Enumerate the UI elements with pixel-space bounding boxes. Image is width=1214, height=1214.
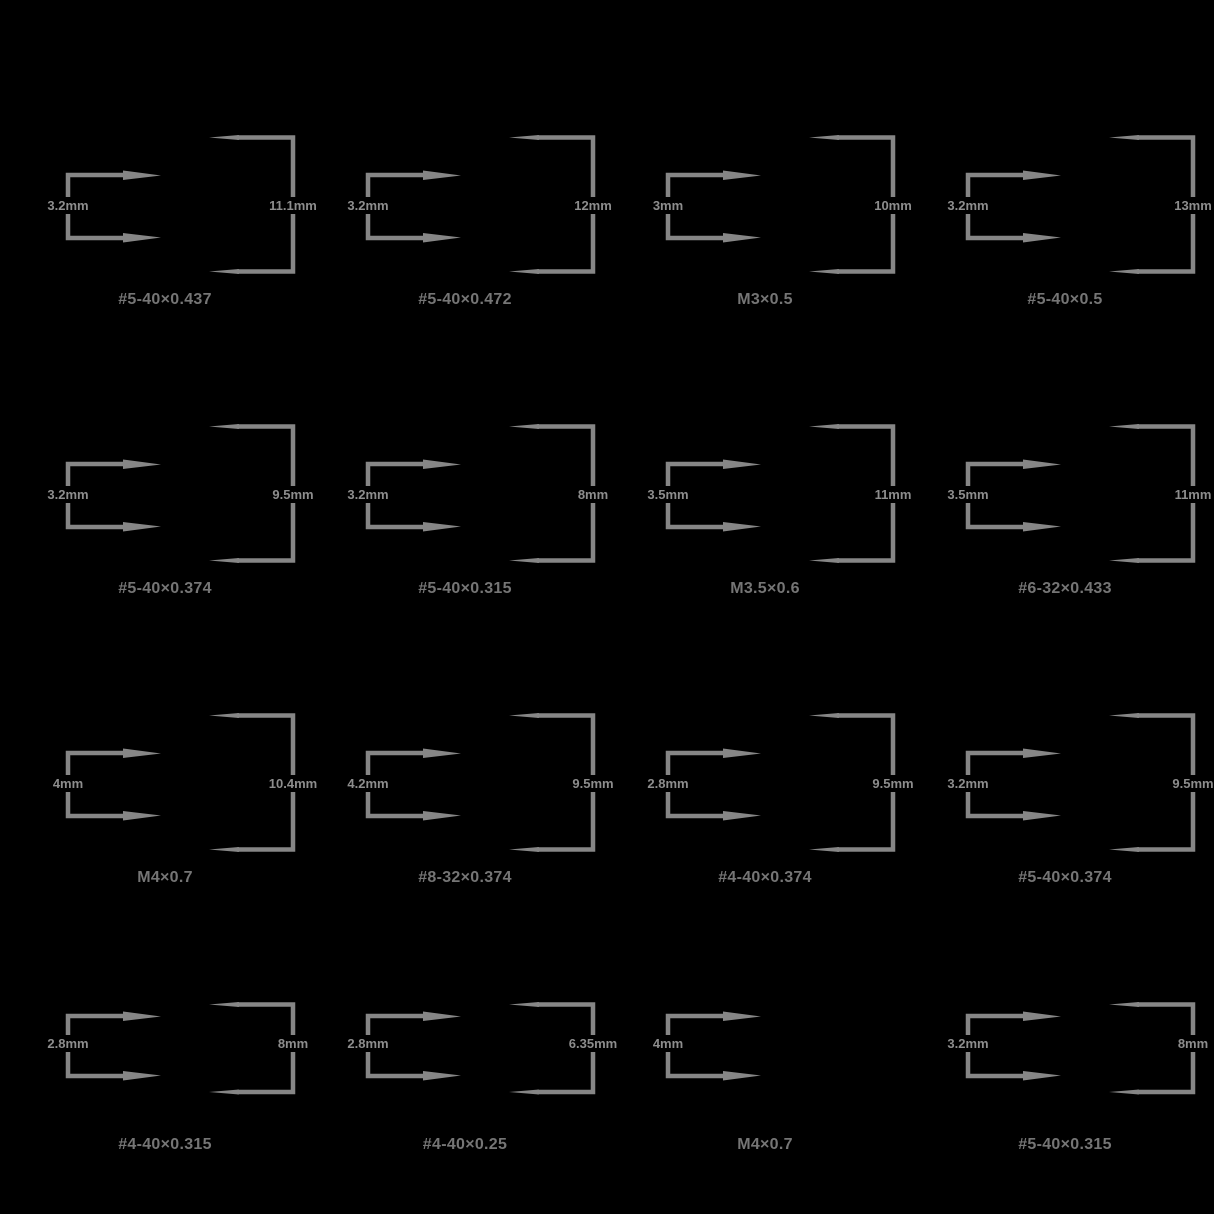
diameter-value: 2.8mm (344, 1035, 391, 1052)
screw-diagram-cell (915, 424, 1214, 713)
length-value: 8mm (575, 486, 611, 503)
screw-diagram-cell (615, 424, 915, 713)
screw-dimension-diagram (615, 424, 915, 574)
screw-dimension-diagram (615, 1002, 915, 1122)
screw-dimension-diagram (15, 135, 315, 285)
dimension-brackets (315, 1002, 615, 1122)
screw-diagram-cell (615, 135, 915, 424)
screw-diagram-cell (15, 713, 318, 1002)
length-value: 11.1mm (266, 197, 320, 214)
screw-dimension-diagram (15, 424, 315, 574)
screw-spec-label: #5-40×0.315 (418, 580, 512, 597)
length-value: 13mm (1171, 197, 1214, 214)
screw-diagram-cell (315, 1002, 618, 1214)
screw-spec-label: #5-40×0.374 (118, 580, 212, 597)
screw-dimension-diagram (315, 135, 615, 285)
length-value: 9.5mm (569, 775, 616, 792)
dimension-brackets (615, 1002, 915, 1122)
screw-dimension-diagram (315, 1002, 618, 1122)
screw-dimension-diagram (915, 1002, 1214, 1122)
screw-dimension-diagram (615, 135, 915, 285)
length-value: 6.35mm (566, 1035, 620, 1052)
diameter-value: 4.2mm (344, 775, 391, 792)
screw-diagram-cell (915, 713, 1214, 1002)
length-value: 12mm (571, 197, 615, 214)
diagram-grid (15, 135, 1214, 1214)
diameter-value: 3.2mm (44, 486, 91, 503)
diameter-value: 2.8mm (644, 775, 691, 792)
length-value: 8mm (1175, 1035, 1211, 1052)
screw-spec-label: #4-40×0.315 (118, 1136, 212, 1153)
diameter-value: 2.8mm (44, 1035, 91, 1052)
screw-spec-label: #6-32×0.433 (1018, 580, 1112, 597)
screw-diagram-cell (915, 1002, 1214, 1214)
length-value: 11mm (1172, 486, 1214, 503)
length-value: 11mm (872, 486, 915, 503)
diameter-value: 3.5mm (944, 486, 991, 503)
screw-dimension-diagram (15, 713, 318, 863)
screw-dimension-diagram (915, 424, 1214, 574)
screw-spec-label: M3×0.5 (737, 291, 793, 308)
length-value: 9.5mm (1169, 775, 1214, 792)
length-value: 10.4mm (266, 775, 320, 792)
length-value: 8mm (275, 1035, 311, 1052)
screw-spec-label: #5-40×0.472 (418, 291, 512, 308)
screw-diagram-cell (615, 1002, 915, 1214)
screw-diagram-cell (915, 135, 1214, 424)
diameter-value: 3.2mm (944, 775, 991, 792)
screw-diagram-cell (315, 424, 615, 713)
screw-spec-label: M4×0.7 (737, 1136, 793, 1153)
screw-diagram-cell (315, 713, 615, 1002)
diameter-value: 3.2mm (44, 197, 91, 214)
diameter-value: 3.2mm (344, 486, 391, 503)
screw-diagram-cell (615, 713, 915, 1002)
screw-diagram-cell (15, 135, 315, 424)
screw-spec-label: #5-40×0.315 (1018, 1136, 1112, 1153)
diameter-value: 3.2mm (344, 197, 391, 214)
screw-spec-label: #4-40×0.25 (422, 1136, 508, 1153)
screw-dimension-diagram (915, 135, 1214, 285)
length-value: 10mm (871, 197, 915, 214)
screw-spec-label: M4×0.7 (137, 869, 193, 886)
screw-spec-label: #8-32×0.374 (418, 869, 512, 886)
diameter-value: 3.2mm (944, 197, 991, 214)
length-value: 9.5mm (869, 775, 916, 792)
screw-diagram-cell (15, 1002, 315, 1214)
screw-spec-label: #5-40×0.374 (1018, 869, 1112, 886)
screw-dimension-diagram (315, 713, 615, 863)
screw-diagram-cell (315, 135, 615, 424)
screw-dimension-diagram (915, 713, 1214, 863)
diameter-value: 3mm (650, 197, 686, 214)
screw-dimension-diagram (615, 713, 915, 863)
screw-diagram-cell (15, 424, 315, 713)
diameter-value: 3.5mm (644, 486, 691, 503)
screw-dimension-diagram (15, 1002, 315, 1122)
screw-dimension-diagram (315, 424, 615, 574)
length-value: 9.5mm (269, 486, 316, 503)
screw-spec-label: #5-40×0.437 (118, 291, 212, 308)
diameter-value: 4mm (650, 1035, 686, 1052)
screw-spec-label: #5-40×0.5 (1027, 291, 1103, 308)
dimension-brackets (915, 1002, 1214, 1122)
screw-spec-label: M3.5×0.6 (730, 580, 800, 597)
dimension-brackets (15, 1002, 315, 1122)
diameter-value: 3.2mm (944, 1035, 991, 1052)
screw-spec-label: #4-40×0.374 (718, 869, 812, 886)
diameter-value: 4mm (50, 775, 86, 792)
